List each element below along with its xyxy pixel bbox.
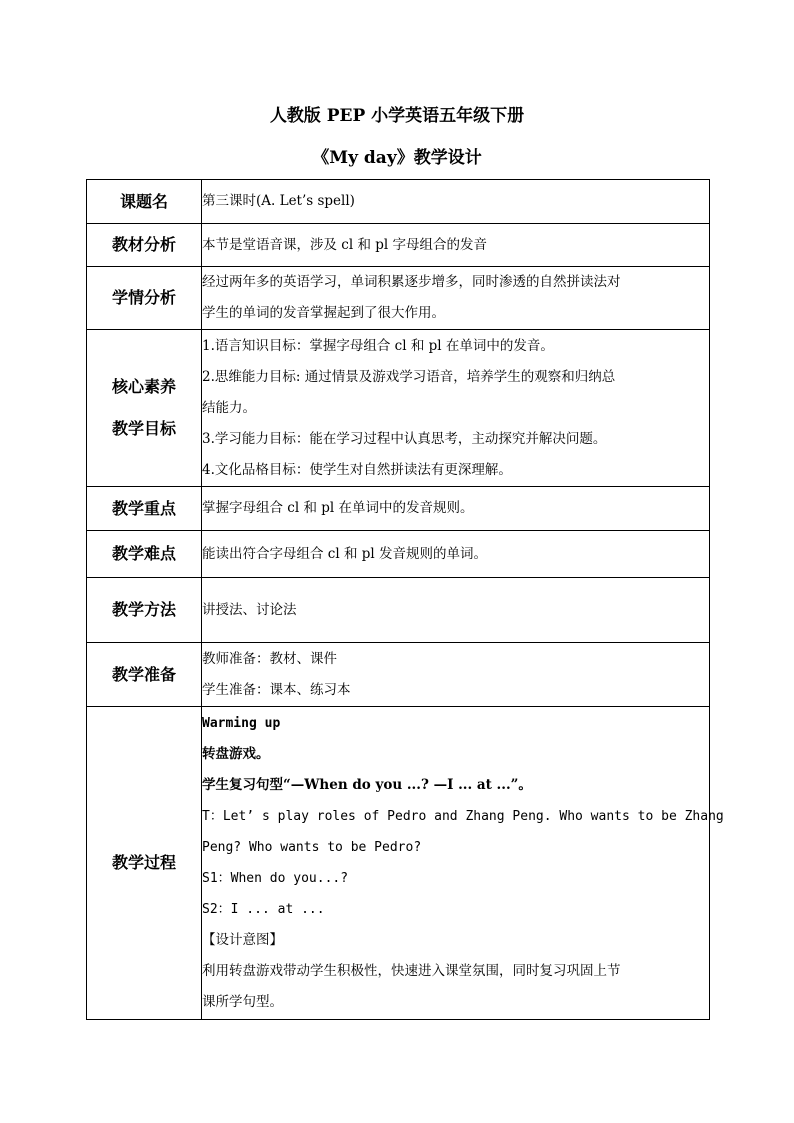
process-review: 学生复习句型“—When do you ...? —I ... at ...”。 (202, 777, 532, 793)
process-teacher-line: Peng? Who wants to be Pedro? (202, 840, 422, 855)
row-label-key: 教学重点 (87, 487, 202, 531)
row-label-topic: 课题名 (87, 180, 202, 224)
document-subtitle: 《My day》教学设计 (312, 148, 482, 168)
text-line: 学生的单词的发音掌握起到了很大作用。 (202, 305, 445, 321)
label-line: 核心素养 (111, 377, 176, 396)
table-row-prep (87, 643, 710, 707)
prep-line: 教师准备：教材、课件 (202, 650, 337, 667)
document-title: 人教版 PEP 小学英语五年级下册 (269, 106, 525, 126)
process-game: 转盘游戏。 (202, 746, 270, 762)
lesson-plan-table (86, 179, 724, 1020)
row-value-topic: 第三课时(A. Let’s spell) (202, 180, 710, 224)
row-label-prep: 教学准备 (87, 643, 202, 707)
process-warming: Warming up (202, 716, 281, 731)
process-intent-label: 【设计意图】 (202, 932, 283, 948)
row-label-learner: 学情分析 (87, 267, 202, 330)
row-label-process: 教学过程 (87, 707, 202, 1020)
row-value-learner (202, 267, 710, 330)
table-row-difficulty (87, 531, 710, 578)
goal-line: 3.学习能力目标：能在学习过程中认真思考，主动探究并解决问题。 (202, 430, 607, 447)
goal-line: 4.文化品格目标：使学生对自然拼读法有更深理解。 (202, 461, 512, 478)
row-value-prep (202, 643, 710, 707)
table-row-topic (87, 180, 710, 224)
label-line: 教学目标 (111, 419, 176, 438)
table-row-material (87, 224, 710, 267)
goal-line: 2.思维能力目标: 通过情景及游戏学习语音，培养学生的观察和归纳总 (202, 368, 616, 385)
row-value-difficulty: 能读出符合字母组合 cl 和 pl 发音规则的单词。 (202, 531, 710, 578)
row-value-material: 本节是堂语音课，涉及 cl 和 pl 字母组合的发音 (202, 224, 710, 267)
table-row-key (87, 487, 710, 531)
table-row-method (87, 578, 710, 643)
goal-line: 结能力。 (202, 399, 256, 416)
table-row-learner (87, 267, 710, 330)
table-row-goals (87, 330, 710, 487)
process-teacher-line: T：Let’ s play roles of Pedro and Zhang Peng. Who wants to be Zhang (202, 809, 724, 824)
row-value-process (202, 707, 724, 1020)
row-value-key: 掌握字母组合 cl 和 pl 在单词中的发音规则。 (202, 487, 710, 531)
text-line: 经过两年多的英语学习，单词积累逐步增多，同时渗透的自然拼读法对 (202, 274, 621, 290)
prep-line: 学生准备：课本、练习本 (202, 681, 351, 698)
row-label-material: 教材分析 (87, 224, 202, 267)
process-intent-line: 课所学句型。 (202, 994, 283, 1010)
row-label-method: 教学方法 (87, 578, 202, 643)
table-row-process (87, 707, 710, 1020)
goal-line: 1.语言知识目标：掌握字母组合 cl 和 pl 在单词中的发音。 (202, 337, 554, 354)
row-label-difficulty: 教学难点 (87, 531, 202, 578)
row-label-goals (87, 330, 202, 487)
process-student1-line: S1：When do you...? (202, 871, 349, 886)
row-value-method: 讲授法、讨论法 (202, 578, 710, 643)
row-value-goals (202, 330, 710, 487)
process-intent-line: 利用转盘游戏带动学生积极性，快速进入课堂氛围，同时复习巩固上节 (202, 963, 621, 979)
process-student2-line: S2：I ... at ... (202, 902, 325, 917)
